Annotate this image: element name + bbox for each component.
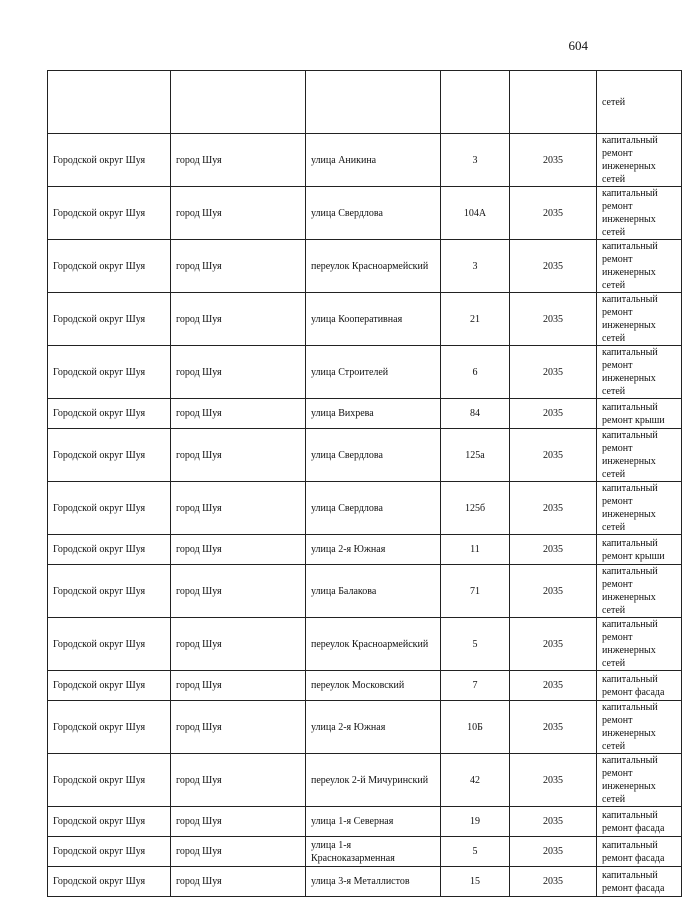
- house-cell: [441, 71, 510, 134]
- locality-cell: город Шуя: [171, 346, 306, 399]
- municipality-cell: Городской округ Шуя: [48, 535, 171, 565]
- municipality-cell: Городской округ Шуя: [48, 618, 171, 671]
- locality-cell: город Шуя: [171, 293, 306, 346]
- street-cell: улица 3-я Металлистов: [306, 867, 441, 897]
- house-cell: 84: [441, 399, 510, 429]
- year-cell: 2035: [510, 399, 597, 429]
- municipality-cell: Городской округ Шуя: [48, 187, 171, 240]
- street-cell: улица Строителей: [306, 346, 441, 399]
- municipality-cell: Городской округ Шуя: [48, 837, 171, 867]
- table-row: [48, 240, 682, 293]
- municipality-cell: Городской округ Шуя: [48, 482, 171, 535]
- locality-cell: город Шуя: [171, 535, 306, 565]
- table-row: [48, 399, 682, 429]
- work-type-cell: капитальный ремонт инженерных сетей: [597, 240, 682, 293]
- locality-cell: город Шуя: [171, 565, 306, 618]
- house-cell: 11: [441, 535, 510, 565]
- house-cell: 5: [441, 837, 510, 867]
- house-cell: 3: [441, 240, 510, 293]
- municipality-cell: Городской округ Шуя: [48, 399, 171, 429]
- work-type-cell: сетей: [597, 71, 682, 134]
- repair-schedule-table: [47, 70, 682, 897]
- work-type-cell: капитальный ремонт инженерных сетей: [597, 134, 682, 187]
- table-row: [48, 134, 682, 187]
- house-cell: 6: [441, 346, 510, 399]
- street-cell: улица Аникина: [306, 134, 441, 187]
- work-type-cell: капитальный ремонт инженерных сетей: [597, 482, 682, 535]
- municipality-cell: Городской округ Шуя: [48, 134, 171, 187]
- street-cell: улица 1-я Красноказарменная: [306, 837, 441, 867]
- table-row: [48, 867, 682, 897]
- table-row: [48, 187, 682, 240]
- street-cell: улица Вихрева: [306, 399, 441, 429]
- municipality-cell: Городской округ Шуя: [48, 807, 171, 837]
- table-row: [48, 671, 682, 701]
- street-cell: улица 1-я Северная: [306, 807, 441, 837]
- municipality-cell: [48, 71, 171, 134]
- house-cell: 3: [441, 134, 510, 187]
- locality-cell: [171, 71, 306, 134]
- locality-cell: город Шуя: [171, 187, 306, 240]
- page-number: 604: [568, 38, 588, 53]
- locality-cell: город Шуя: [171, 671, 306, 701]
- street-cell: улица 2-я Южная: [306, 535, 441, 565]
- municipality-cell: Городской округ Шуя: [48, 346, 171, 399]
- house-cell: 42: [441, 754, 510, 807]
- house-cell: 5: [441, 618, 510, 671]
- year-cell: 2035: [510, 187, 597, 240]
- work-type-cell: капитальный ремонт инженерных сетей: [597, 429, 682, 482]
- locality-cell: город Шуя: [171, 482, 306, 535]
- work-type-cell: капитальный ремонт инженерных сетей: [597, 754, 682, 807]
- work-type-cell: капитальный ремонт инженерных сетей: [597, 293, 682, 346]
- work-type-cell: капитальный ремонт крыши: [597, 535, 682, 565]
- street-cell: улица Балакова: [306, 565, 441, 618]
- year-cell: 2035: [510, 535, 597, 565]
- locality-cell: город Шуя: [171, 240, 306, 293]
- year-cell: 2035: [510, 134, 597, 187]
- street-cell: переулок Красноармейский: [306, 618, 441, 671]
- year-cell: 2035: [510, 701, 597, 754]
- year-cell: 2035: [510, 618, 597, 671]
- locality-cell: город Шуя: [171, 134, 306, 187]
- year-cell: 2035: [510, 671, 597, 701]
- table-row: [48, 535, 682, 565]
- locality-cell: город Шуя: [171, 807, 306, 837]
- table-row: [48, 701, 682, 754]
- year-cell: 2035: [510, 807, 597, 837]
- table-row: [48, 346, 682, 399]
- municipality-cell: Городской округ Шуя: [48, 565, 171, 618]
- year-cell: 2035: [510, 482, 597, 535]
- work-type-cell: капитальный ремонт фасада: [597, 867, 682, 897]
- municipality-cell: Городской округ Шуя: [48, 867, 171, 897]
- year-cell: 2035: [510, 346, 597, 399]
- house-cell: 125а: [441, 429, 510, 482]
- street-cell: переулок 2-й Мичуринский: [306, 754, 441, 807]
- locality-cell: город Шуя: [171, 618, 306, 671]
- table-row: [48, 807, 682, 837]
- table-row: [48, 618, 682, 671]
- house-cell: 10Б: [441, 701, 510, 754]
- street-cell: [306, 71, 441, 134]
- year-cell: 2035: [510, 429, 597, 482]
- street-cell: улица Кооперативная: [306, 293, 441, 346]
- table-row: [48, 293, 682, 346]
- municipality-cell: Городской округ Шуя: [48, 754, 171, 807]
- year-cell: 2035: [510, 240, 597, 293]
- locality-cell: город Шуя: [171, 429, 306, 482]
- year-cell: 2035: [510, 754, 597, 807]
- work-type-cell: капитальный ремонт крыши: [597, 399, 682, 429]
- work-type-cell: капитальный ремонт фасада: [597, 807, 682, 837]
- year-cell: 2035: [510, 293, 597, 346]
- table-row: [48, 754, 682, 807]
- work-type-cell: капитальный ремонт инженерных сетей: [597, 565, 682, 618]
- locality-cell: город Шуя: [171, 867, 306, 897]
- table-row: [48, 565, 682, 618]
- street-cell: переулок Красноармейский: [306, 240, 441, 293]
- house-cell: 7: [441, 671, 510, 701]
- table-row: [48, 482, 682, 535]
- street-cell: переулок Московский: [306, 671, 441, 701]
- house-cell: 104А: [441, 187, 510, 240]
- municipality-cell: Городской округ Шуя: [48, 293, 171, 346]
- house-cell: 71: [441, 565, 510, 618]
- street-cell: улица 2-я Южная: [306, 701, 441, 754]
- municipality-cell: Городской округ Шуя: [48, 240, 171, 293]
- work-type-cell: капитальный ремонт фасада: [597, 671, 682, 701]
- work-type-cell: капитальный ремонт фасада: [597, 837, 682, 867]
- work-type-cell: капитальный ремонт инженерных сетей: [597, 618, 682, 671]
- house-cell: 21: [441, 293, 510, 346]
- locality-cell: город Шуя: [171, 837, 306, 867]
- work-type-cell: капитальный ремонт инженерных сетей: [597, 701, 682, 754]
- year-cell: 2035: [510, 565, 597, 618]
- street-cell: улица Свердлова: [306, 187, 441, 240]
- locality-cell: город Шуя: [171, 701, 306, 754]
- house-cell: 19: [441, 807, 510, 837]
- municipality-cell: Городской округ Шуя: [48, 429, 171, 482]
- house-cell: 125б: [441, 482, 510, 535]
- table-row: [48, 837, 682, 867]
- continuation-row: [48, 71, 682, 134]
- house-cell: 15: [441, 867, 510, 897]
- year-cell: [510, 71, 597, 134]
- locality-cell: город Шуя: [171, 399, 306, 429]
- year-cell: 2035: [510, 837, 597, 867]
- municipality-cell: Городской округ Шуя: [48, 671, 171, 701]
- work-type-cell: капитальный ремонт инженерных сетей: [597, 187, 682, 240]
- locality-cell: город Шуя: [171, 754, 306, 807]
- street-cell: улица Свердлова: [306, 482, 441, 535]
- year-cell: 2035: [510, 867, 597, 897]
- street-cell: улица Свердлова: [306, 429, 441, 482]
- municipality-cell: Городской округ Шуя: [48, 701, 171, 754]
- table-row: [48, 429, 682, 482]
- work-type-cell: капитальный ремонт инженерных сетей: [597, 346, 682, 399]
